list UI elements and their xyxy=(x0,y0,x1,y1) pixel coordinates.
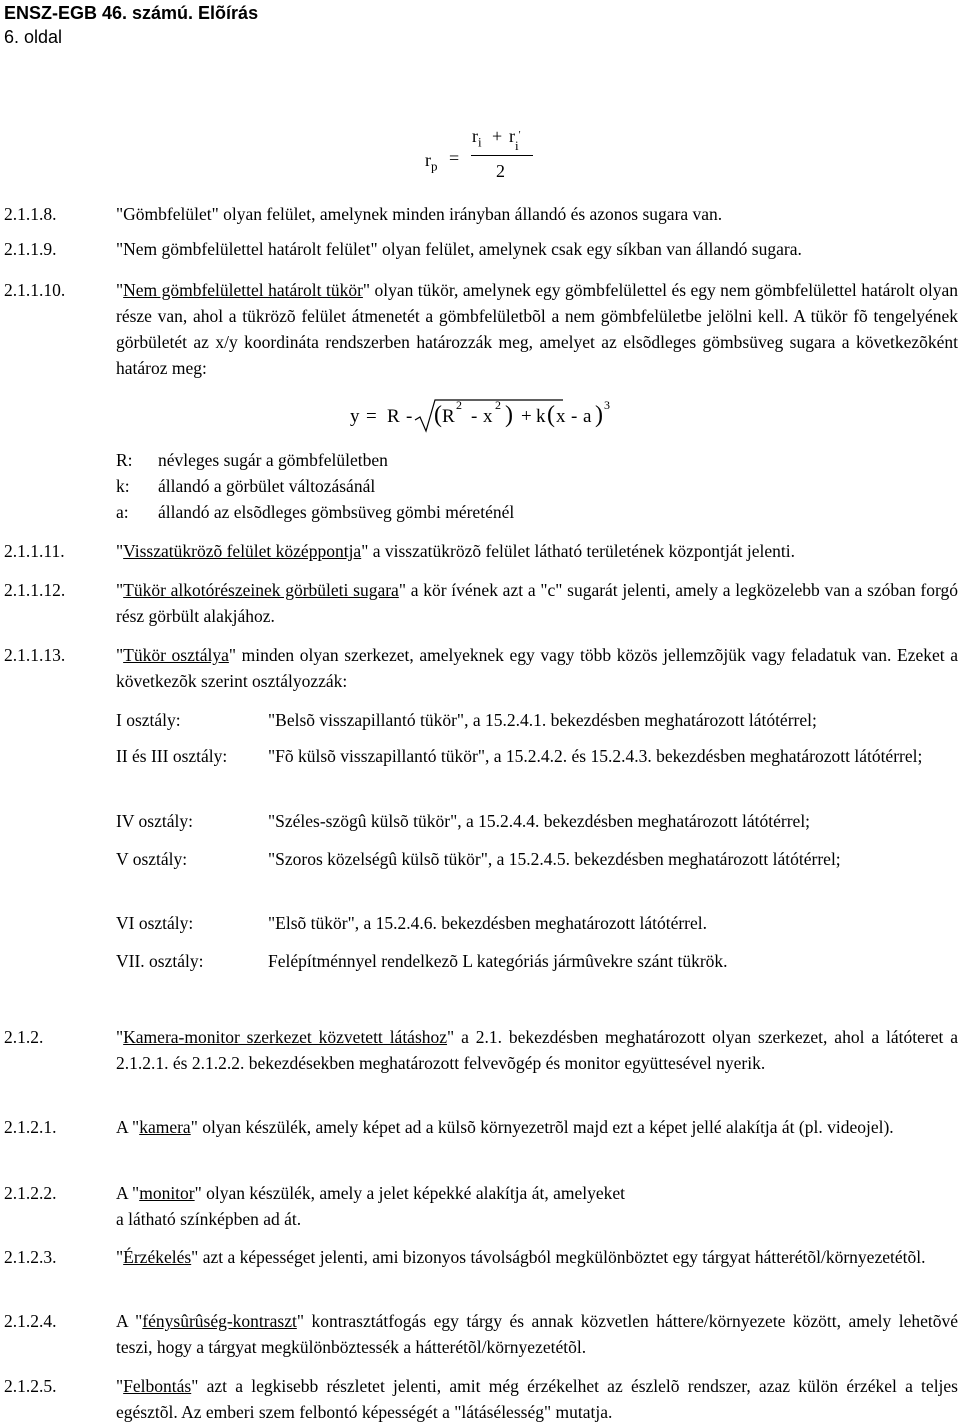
class-label: IV osztály: xyxy=(116,811,193,831)
defined-term: Visszatükrözõ felület középpontja xyxy=(123,541,362,561)
section-text: A "monitor" olyan készülék, amely a jelet képekké alakítja át, amelyeket a látható színképben ad át. xyxy=(116,1183,625,1229)
section-number: 2.1.2.5. xyxy=(4,1376,57,1396)
class-text: "Széles-szögû külsõ tükör", a 15.2.4.4. bekezdésben meghatározott látótérrel; xyxy=(268,811,811,831)
section-text: A "fénysûrûség-kontraszt" kontrasztátfogás egy tárgy és annak közvetlen háttere/környezete között, amely lehetõvé teszi, hogy a tárgyat megkülönböztessék a hátterétõl/környezetétõl. xyxy=(116,1311,959,1357)
formula-rp: $r_p$ = $r_i$ + $r_i'$ 2 xyxy=(425,126,545,186)
definition-label: k: xyxy=(116,476,130,496)
section-number: 2.1.1.8. xyxy=(4,204,57,224)
section-number: 2.1.1.13. xyxy=(4,645,66,665)
definition-label: a: xyxy=(116,502,129,522)
class-text: Felépítménnyel rendelkezõ L kategóriás jármûvekre szánt tükrök. xyxy=(268,951,728,971)
class-text: "Elsõ tükör", a 15.2.4.6. bekezdésben meghatározott látótérrel. xyxy=(268,913,708,933)
definition-text: állandó a görbület változásánál xyxy=(158,476,376,496)
section-text: "Érzékelés" azt a képességet jelenti, ami bizonyos távolságból megkülönböztet egy tárgyat hátterétõl/környezetétõl. xyxy=(116,1247,926,1267)
section-text: "Nem gömbfelülettel határolt felület" olyan felület, amelynek csak egy síkban van állandó sugara. xyxy=(116,239,802,259)
section-text: "Tükör alkotórészeinek görbületi sugara" a kör ívének azt a "c" sugarát jelenti, amely a legközelebb van a szóban forgó rész görbült alakjához. xyxy=(116,580,958,626)
definition-text: névleges sugár a gömbfelületben xyxy=(158,450,388,470)
defined-term: Felbontás xyxy=(123,1376,192,1396)
section-text: "Gömbfelület" olyan felület, amelynek minden irányban állandó és azonos sugara van. xyxy=(116,204,723,224)
class-label: VI osztály: xyxy=(116,913,194,933)
definition-label: R: xyxy=(116,450,133,470)
formula-y: y = R - ( R 2 - x 2 ) + k ( x - a ) 3 xyxy=(350,398,630,438)
section-number: 2.1.1.11. xyxy=(4,541,65,561)
section-number: 2.1.2. xyxy=(4,1027,44,1047)
section-number: 2.1.2.1. xyxy=(4,1117,57,1137)
defined-term: Nem gömbfelülettel határolt tükör xyxy=(123,280,363,300)
page-number: 6. oldal xyxy=(4,27,63,47)
section-text: "Tükör osztálya" minden olyan szerkezet, amelyeknek egy vagy több közös jellemzõjük vagy feladatuk van. Ezeket a következõk szerint osztályozzák: xyxy=(116,645,959,691)
document-title: ENSZ-EGB 46. számú. Elõírás xyxy=(4,3,259,23)
class-label: II és III osztály: xyxy=(116,746,228,766)
class-text: "Fõ külsõ visszapillantó tükör", a 15.2.4.2. és 15.2.4.3. bekezdésben meghatározott látótérrel; xyxy=(268,746,923,766)
section-number: 2.1.2.3. xyxy=(4,1247,57,1267)
defined-term: fénysûrûség-kontraszt xyxy=(142,1311,297,1331)
section-number: 2.1.2.4. xyxy=(4,1311,57,1331)
defined-term: monitor xyxy=(139,1183,195,1203)
definition-text: állandó az elsõdleges gömbsüveg gömbi méreténél xyxy=(158,502,515,522)
class-text: "Belsõ visszapillantó tükör", a 15.2.4.1. bekezdésben meghatározott látótérrel; xyxy=(268,710,817,730)
section-number: 2.1.1.9. xyxy=(4,239,57,259)
defined-term: Tükör alkotórészeinek görbületi sugara xyxy=(123,580,399,600)
section-text: "Kamera-monitor szerkezet közvetett látáshoz" a 2.1. bekezdésben meghatározott olyan szerkezet, ahol a látóteret a 2.1.2.1. és 2.1.2.2. bekezdésekben meghatározott felvevõgép és monitor együttesével nyerik. xyxy=(116,1027,958,1073)
class-text: "Szoros közelségû külsõ tükör", a 15.2.4.5. bekezdésben meghatározott látótérrel; xyxy=(268,849,841,869)
defined-term: Érzékelés xyxy=(123,1247,192,1267)
section-number: 2.1.2.2. xyxy=(4,1183,57,1203)
defined-term: Tükör osztálya xyxy=(123,645,229,665)
defined-term: Kamera-monitor szerkezet közvetett látáshoz xyxy=(123,1027,448,1047)
section-text: "Felbontás" azt a legkisebb részletet jelenti, amit még érzékelhet az észlelõ rendszer, azaz külön érzékel a teljes egésztõl. Az emberi szem felbontó képességét a "látásélesség" mutatja. xyxy=(116,1376,958,1422)
class-label: V osztály: xyxy=(116,849,188,869)
class-label: VII. osztály: xyxy=(116,951,204,971)
section-text: "Visszatükrözõ felület középpontja" a visszatükrözõ felület látható területének központját jelenti. xyxy=(116,541,795,561)
defined-term: kamera xyxy=(139,1117,191,1137)
class-label: I osztály: xyxy=(116,710,181,730)
section-number: 2.1.1.10. xyxy=(4,280,66,300)
section-number: 2.1.1.12. xyxy=(4,580,66,600)
section-text: "Nem gömbfelülettel határolt tükör" olyan tükör, amelynek egy gömbfelülettel és egy nem gömbfelülettel határolt olyan része van, ahol a tükrözõ felület átmenetét a gömbfelületbõl a nem gömbfelületbe jelölni kell. A tükör fõ tengelyének görbületét az x/y koordináta rendszerben határozzák meg, amelyet az elsõdleges gömbsüveg sugara a következõként határoz meg: xyxy=(116,280,958,378)
section-text: A "kamera" olyan készülék, amely képet ad a külsõ környezetrõl majd ezt a képet jellé alakítja át (pl. videojel). xyxy=(116,1117,894,1137)
fraction-line xyxy=(471,155,533,156)
